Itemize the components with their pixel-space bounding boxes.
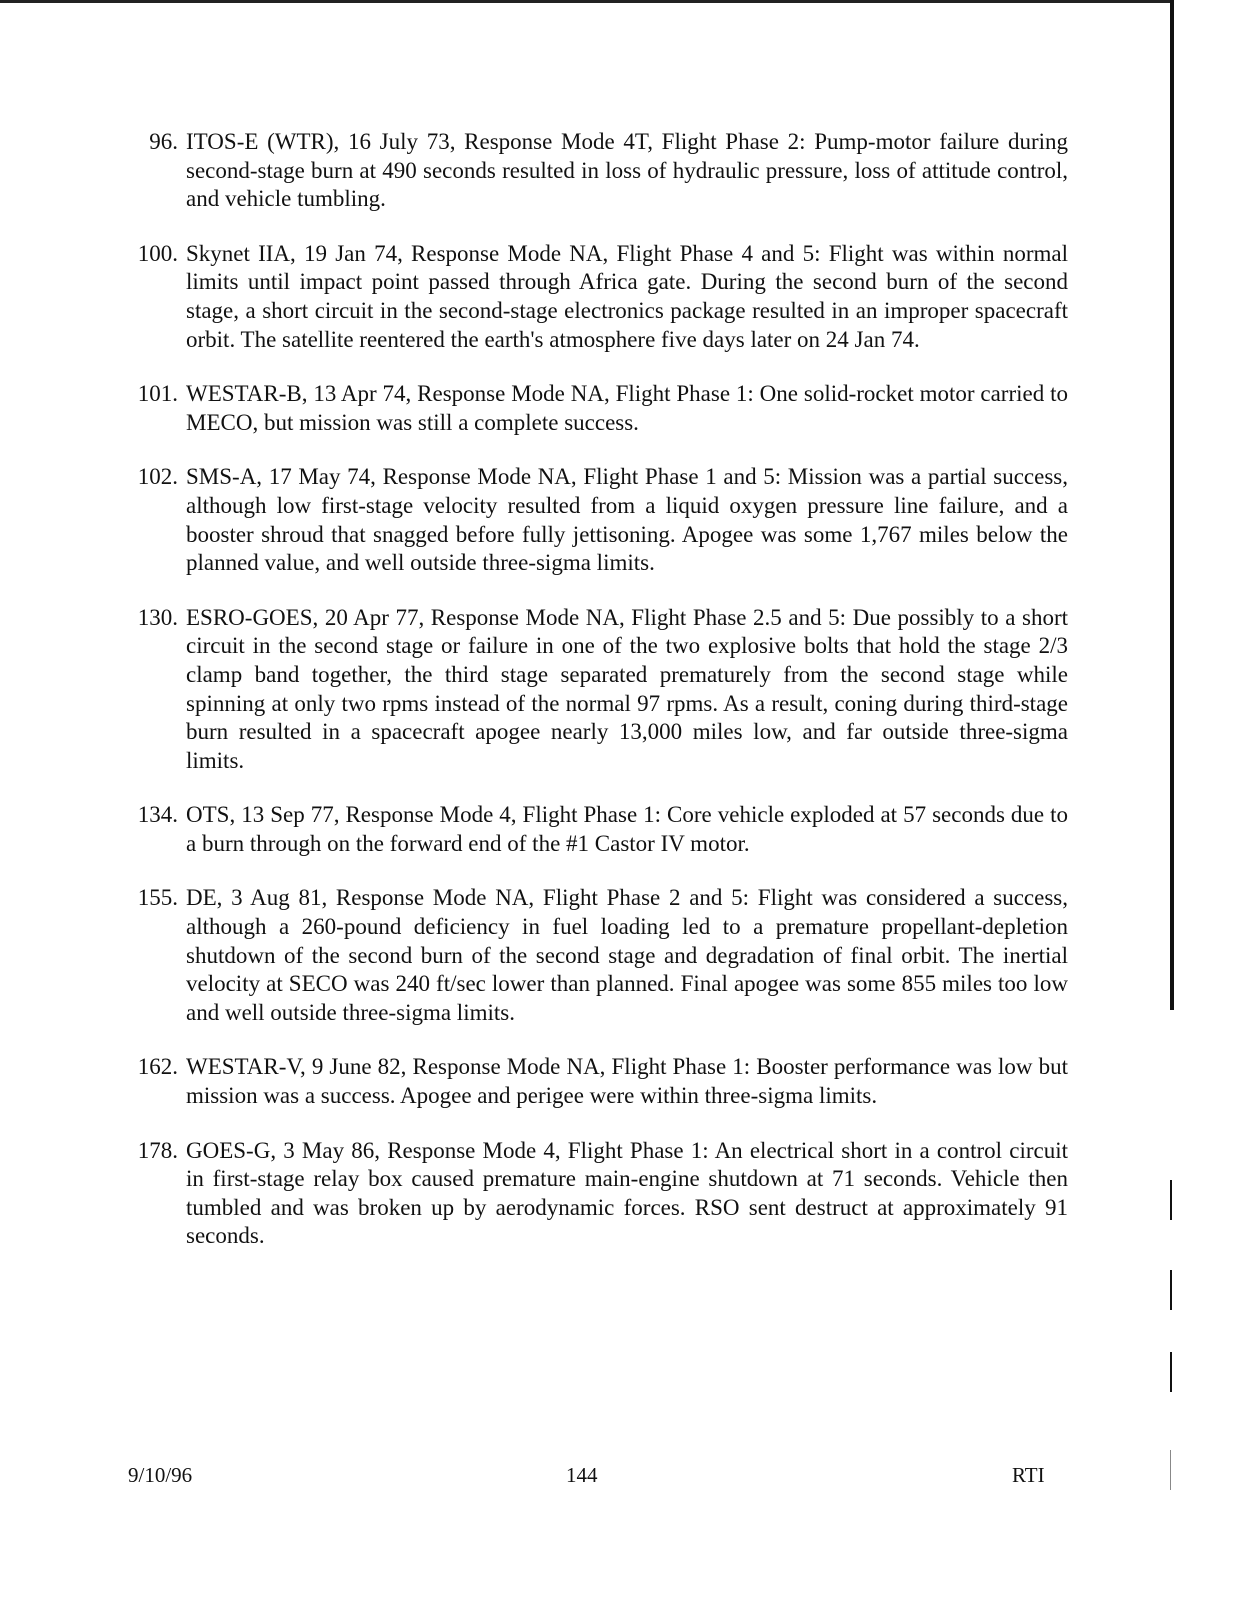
list-item <box>128 1053 1068 1110</box>
list-item <box>128 463 1068 577</box>
list-item <box>128 884 1068 1027</box>
entry-text: WESTAR-V, 9 June 82, Response Mode NA, Flight Phase 1: Booster performance was low but mission was a success. Apogee and perigee were within three-sigma limits. <box>186 1054 1068 1109</box>
change-bar <box>1170 1450 1171 1490</box>
entry-text: WESTAR-B, 13 Apr 74, Response Mode NA, Flight Phase 1: One solid-rocket motor carried to MECO, but mission was still a complete success. <box>186 381 1068 435</box>
entry-text: DE, 3 Aug 81, Response Mode NA, Flight Phase 2 and 5: Flight was considered a success, although a 260-pound deficiency in fuel loading led to a premature propellant-depletion shutdown of the second burn of the second stage and degradation of final orbit. The inertial velocity at SECO was 240 ft/sec lower than planned. Final apogee was some 855 miles too low and well outside three-sigma limits. <box>186 885 1068 1025</box>
entry-number: 96. <box>149 129 178 154</box>
entry-text: Skynet IIA, 19 Jan 74, Response Mode NA, Flight Phase 4 and 5: Flight was within normal limits until impact point passed through Africa gate. During the second burn of the second stage, a short circuit in the second-stage electronics package resulted in an improper spacecraft orbit. The satellite reentered the earth's atmosphere five days later on 24 Jan 74. <box>186 240 1068 352</box>
list-item <box>128 240 1068 354</box>
top-rule <box>0 0 1170 3</box>
change-bar <box>1170 1352 1172 1392</box>
entry-number: 178. <box>137 1137 178 1163</box>
change-bar <box>1170 0 1174 1010</box>
footer-organization: RTI <box>1012 1463 1045 1487</box>
entry-text: GOES-G, 3 May 86, Response Mode 4, Flight Phase 1: An electrical short in a control circuit in first-stage relay box caused premature main-engine shutdown at 71 seconds. Vehicle then tumbled and was broken up by aerodynamic forces. RSO sent destruct at approximately 91 seconds. <box>186 1137 1068 1249</box>
entry-text: OTS, 13 Sep 77, Response Mode 4, Flight Phase 1: Core vehicle exploded at 57 seconds due to a burn through on the forward end of the #1 Castor IV motor. <box>186 802 1068 856</box>
list-item <box>128 801 1068 858</box>
list-item <box>128 1137 1068 1251</box>
entry-number: 102. <box>137 464 178 490</box>
entry-list <box>128 128 1068 1251</box>
list-item <box>128 128 1068 214</box>
entry-number: 162. <box>137 1054 178 1080</box>
entry-number: 130. <box>137 604 178 630</box>
entry-text: SMS-A, 17 May 74, Response Mode NA, Flight Phase 1 and 5: Mission was a partial success, although low first-stage velocity resulted from a liquid oxygen pressure line failure, and a booster shroud that snagged before fully jettisoning. Apogee was some 1,767 miles below the planned value, and well outside three-sigma limits. <box>186 464 1068 576</box>
change-bar <box>1170 1270 1172 1310</box>
entry-number: 155. <box>137 885 178 911</box>
list-item <box>128 604 1068 776</box>
list-item <box>128 380 1068 437</box>
entry-text: ESRO-GOES, 20 Apr 77, Response Mode NA, Flight Phase 2.5 and 5: Due possibly to a short circuit in the second stage or failure in one of the two explosive bolts that hold the stage 2/3 clamp band together, the third stage separated prematurely from the second stage while spinning at only two rpms instead of the normal 97 rpms. As a result, coning during third-stage burn resulted in a spacecraft apogee nearly 13,000 miles low, and far outside three-sigma limits. <box>186 604 1068 773</box>
entry-text: ITOS-E (WTR), 16 July 73, Response Mode 4T, Flight Phase 2: Pump-motor failure during second-stage burn at 490 seconds resulted in loss of hydraulic pressure, loss of attitude control, and vehicle tumbling. <box>186 129 1068 212</box>
entry-number: 101. <box>137 381 178 407</box>
change-bar <box>1170 1180 1172 1220</box>
page-number: 144 <box>566 1463 598 1487</box>
entry-number: 100. <box>137 240 178 266</box>
entry-number: 134. <box>137 802 178 828</box>
footer-date: 9/10/96 <box>128 1463 193 1487</box>
